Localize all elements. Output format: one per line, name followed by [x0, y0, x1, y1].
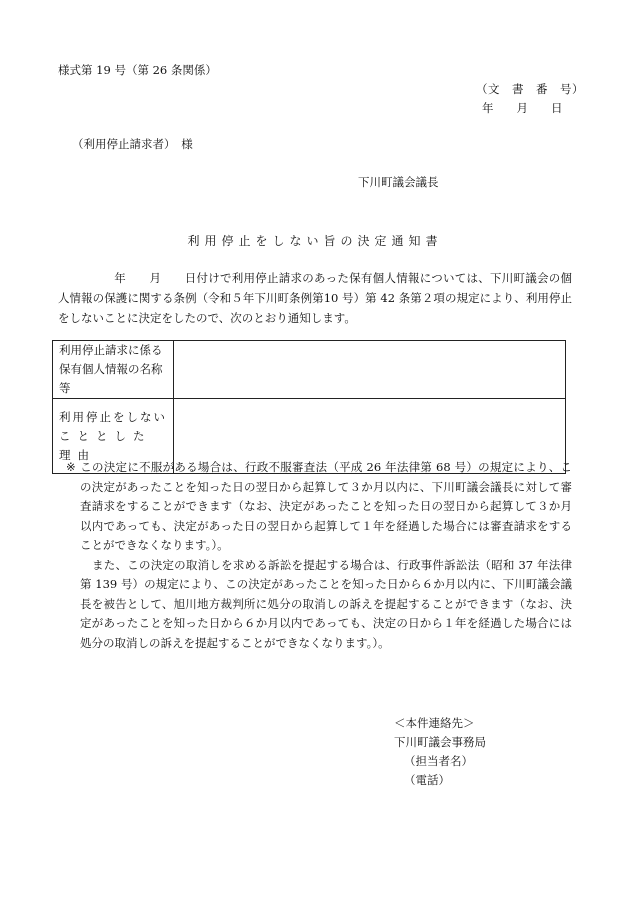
addressee: （利用停止請求者） 様: [72, 137, 193, 151]
label-line: 保有個人情報の名称等: [59, 362, 163, 395]
sender: 下川町議会議長: [358, 175, 439, 189]
label-line: こととした理由: [59, 428, 152, 462]
contact-block: [394, 714, 486, 790]
table-row: [53, 341, 566, 399]
note-lawsuit: また、この決定の取消しを求める訴訟を提起する場合は、行政事件訴訟法（昭和 37 年法律第 139 号）の規定により、この決定があったことを知った日から６か月以内に、下川町議会議長を被告として、旭川地方裁判所に処分の取消しの訴えを提起することができます（なお、決定があったことを知った日から６か月以内であっても、決定の日から１年を経過した場合には処分の取消しの訴えを提起することができなくなります。）。: [80, 557, 572, 650]
note-appeal-text: この決定に不服がある場合は、行政不服審査法（平成 26 年法律第 68 号）の規定により、この決定があったことを知った日の翌日から起算して３か月以内に、下川町議会議長に対して審査請求をすることができます（なお、決定があったことを知った日の翌日から起算して３か月以内であっても、決定があった日の翌日から起算して１年を経過した場合には審査請求をすることができなくなります。）。: [80, 460, 572, 552]
document-number: （文 書 番 号）: [476, 82, 584, 96]
form-number: 様式第 19 号（第 26 条関係）: [58, 63, 217, 77]
table-value-info-name: [174, 341, 566, 399]
label-line: 利用停止をしない: [59, 409, 167, 424]
contact-person: （担当者名）: [404, 754, 473, 768]
issue-date: 年 月 日: [482, 101, 563, 115]
note-appeal: [66, 458, 572, 556]
notes-section: [66, 458, 572, 653]
label-line: 利用停止請求に係る: [59, 343, 163, 357]
info-table: [52, 340, 566, 474]
table-label-info-name: [53, 341, 174, 399]
note-mark: ※: [66, 460, 76, 474]
document-title: 利用停止をしない旨の決定通知書: [187, 234, 443, 248]
contact-heading: ＜本件連絡先＞: [394, 716, 475, 730]
contact-office: 下川町議会事務局: [394, 735, 486, 749]
body-paragraph: [58, 268, 572, 328]
contact-phone: （電話）: [404, 773, 450, 787]
body-text: 年 月 日付けで利用停止請求のあった保有個人情報については、下川町議会の個人情報の保護に関する条例（令和５年下川町条例第10 号）第 42 条第２項の規定により、利用停止をしないことに決定をしたので、次のとおり通知します。: [58, 271, 572, 325]
